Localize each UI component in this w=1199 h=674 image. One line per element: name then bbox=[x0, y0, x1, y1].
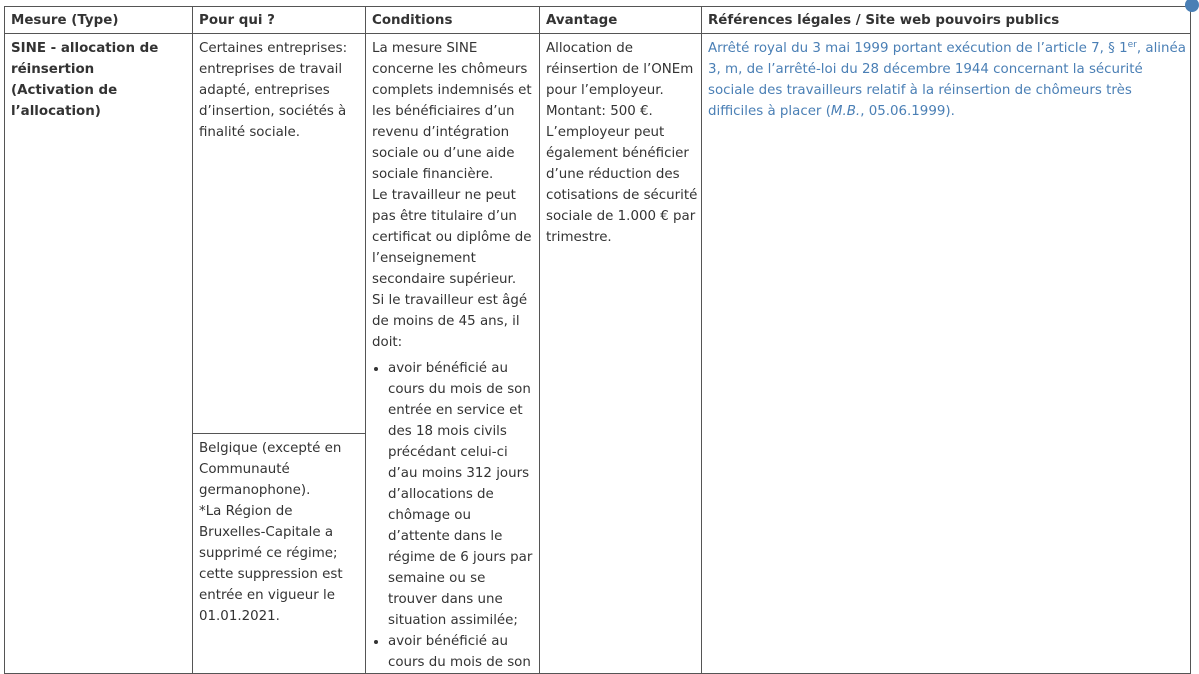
type-name: SINE - allocation de réinsertion bbox=[11, 41, 159, 77]
advantage-line-1: Allocation de réinsertion de l’ONEm pour l’employeur. bbox=[546, 41, 694, 98]
region-text: Belgique (excepté en Communauté germanophone). bbox=[199, 441, 342, 498]
cell-conditions bbox=[366, 34, 540, 674]
header-avantage: Avantage bbox=[540, 7, 702, 34]
ref-superscript: er bbox=[1127, 40, 1137, 50]
cell-mesure-type bbox=[5, 34, 193, 674]
conditions-paragraph-3: Si le travailleur est âgé de moins de 45 ans, il doit: bbox=[372, 293, 528, 350]
cell-references bbox=[702, 34, 1191, 674]
corner-indicator bbox=[1183, 0, 1195, 14]
ref-italic: M.B. bbox=[830, 104, 861, 119]
conditions-list-item: • avoir bénéficié au cours du mois de son bbox=[388, 631, 536, 673]
ref-text-3: , 05.06.1999). bbox=[860, 104, 955, 119]
type-subtitle: (Activation de l’allocation) bbox=[11, 83, 118, 119]
legal-reference-link[interactable] bbox=[708, 41, 1186, 119]
header-mesure-type: Mesure (Type) bbox=[5, 7, 193, 34]
advantage-amount: Montant: 500 €. bbox=[546, 104, 653, 119]
conditions-paragraph-1: La mesure SINE concerne les chômeurs complets indemnisés et les bénéficiaires d’un revenu d’intégration sociale ou d’une aide sociale financière. bbox=[372, 41, 532, 182]
advantage-line-3: L’employeur peut également bénéficier d’une réduction des cotisations de sécurité sociale de 1.000 € par trimestre. bbox=[546, 125, 698, 245]
conditions-list-item: • avoir bénéficié au cours du mois de son entrée en service et des 18 mois civils précédant celui-ci d’au moins 312 jours d’allocations de chômage ou d’attente dans le régime de 6 jours par semaine ou se trouver dans une situation assimilée; bbox=[388, 358, 536, 631]
header-pour-qui: Pour qui ? bbox=[193, 7, 366, 34]
cell-pour-qui-entreprises: Certaines entreprises: entreprises de travail adapté, entreprises d’insertion, sociétés à finalité sociale. bbox=[193, 34, 366, 434]
conditions-list bbox=[372, 358, 536, 673]
header-references: Références légales / Site web pouvoirs publics bbox=[702, 7, 1191, 34]
ref-text-1: Arrêté royal du 3 mai 1999 portant exécution de l’article 7, § 1 bbox=[708, 41, 1128, 56]
measures-table bbox=[4, 6, 1191, 674]
cell-pour-qui-region bbox=[193, 434, 366, 674]
table-header-row bbox=[5, 7, 1191, 34]
header-conditions: Conditions bbox=[366, 7, 540, 34]
ref-text-2: , alinéa 3, m, de l’arrêté-loi du 28 décembre 1944 concernant la sécurité sociale des travailleurs relatif à la réinsertion de chômeurs très difficiles à placer ( bbox=[708, 41, 1186, 119]
cell-avantage bbox=[540, 34, 702, 674]
conditions-paragraph-2: Le travailleur ne peut pas être titulaire d’un certificat ou diplôme de l’enseignement secondaire supérieur. bbox=[372, 188, 532, 287]
region-note: *La Région de Bruxelles-Capitale a supprimé ce régime; cette suppression est entrée en vigueur le 01.01.2021. bbox=[199, 504, 343, 624]
corner-circle-icon bbox=[1185, 0, 1199, 12]
table-row bbox=[5, 34, 1191, 434]
